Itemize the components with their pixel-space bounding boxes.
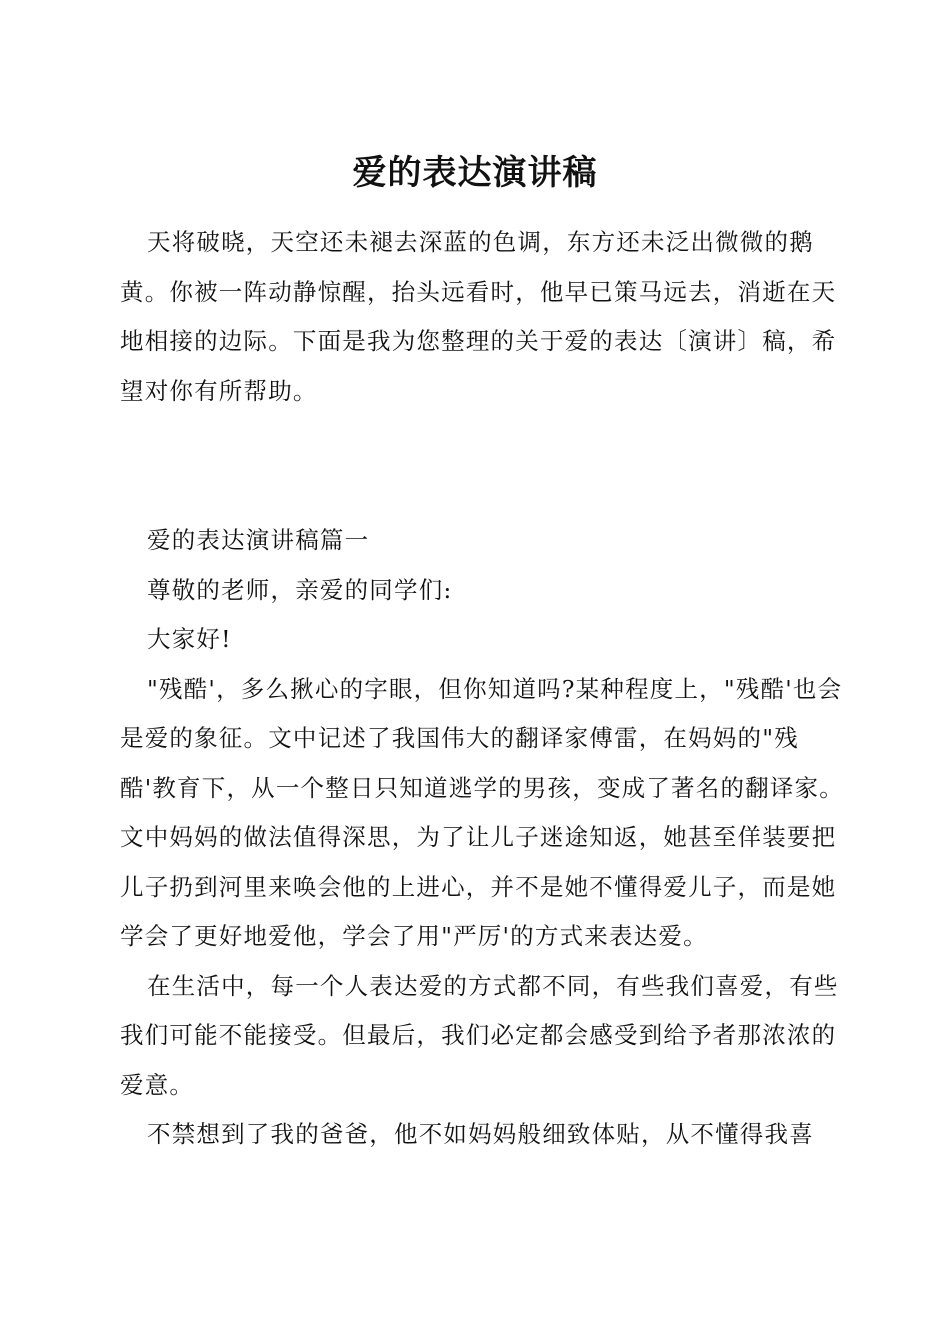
salutation: 尊敬的老师，亲爱的同学们: [147,575,453,604]
body-paragraph: "残酷'，多么揪心的字眼，但你知道吗?某种程度上，"残酷'也会是爱的象征。文中记述了我国伟大的翻译家傅雷，在妈妈的"残酷'教育下，从一个整日只知道逃学的男孩，变成了著名的翻译家。文中妈妈的做法值得深思，为了让儿子迷途知返，她甚至佯装要把儿子扔到河里来唤会他的上进心，并不是她不懂得爱儿子，而是她学会了更好地爱他，学会了用"严厉'的方式来表达爱。 [120,674,844,950]
greeting: 大家好! [147,625,232,653]
body-paragraph: 在生活中，每一个人表达爱的方式都不同，有些我们喜爱，有些我们可能不能接受。但最后，我们必定都会感受到给予者那浓浓的爱意。 [120,971,839,1099]
section-heading: 爱的表达演讲稿篇一 [147,526,370,554]
body-paragraph: 不禁想到了我的爸爸，他不如妈妈般细致体贴，从不懂得我喜 [147,1120,814,1148]
intro-paragraph: 天将破晓，天空还未褪去深蓝的色调，东方还未泛出微微的鹅黄。你被一阵动静惊醒，抬头远看时，他早已策马远去，消逝在天地相接的边际。下面是我为您整理的关于爱的表达〔演讲〕稿，希望对你有所帮助。 [120,228,837,405]
body-section [120,516,845,1160]
intro-section [120,218,845,416]
document-title: 爱的表达演讲稿 [352,153,598,193]
